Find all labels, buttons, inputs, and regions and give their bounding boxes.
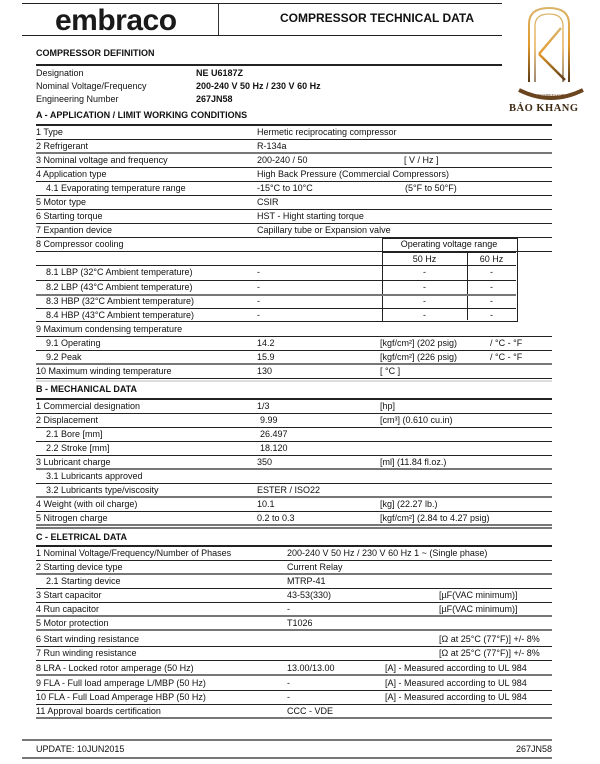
row-label: 1 Nominal Voltage/Frequency/Number of Phases	[36, 548, 232, 558]
value-50hz: -	[423, 267, 426, 277]
row-label: 4.1 Evaporating temperature range	[46, 183, 186, 193]
table-row	[36, 456, 552, 470]
row-value: 10.1	[257, 499, 275, 509]
row-label: 4 Weight (with oil charge)	[36, 499, 138, 509]
row-label: 5 Nitrogen charge	[36, 513, 108, 523]
bao-khang-name: BẢO KHANG	[509, 103, 579, 114]
row-label: 8.1 LBP (32°C Ambient temperature)	[46, 267, 193, 277]
row-label: 8 LRA - Locked rotor amperage (50 Hz)	[36, 663, 194, 673]
table-row	[36, 575, 552, 589]
row-unit: [µF(VAC minimum)]	[439, 590, 518, 600]
table-row	[36, 633, 552, 647]
row-value: -	[257, 310, 260, 320]
engineering-number-value: 267JN58	[196, 94, 233, 104]
table-row	[36, 126, 552, 140]
row-value: 13.00/13.00	[287, 663, 335, 673]
table-row	[36, 512, 552, 526]
row-label: 3.1 Lubricants approved	[46, 471, 143, 481]
row-label: 7 Expantion device	[36, 225, 113, 235]
operating-range-header: Operating voltage range	[400, 239, 498, 249]
table-row	[36, 647, 552, 661]
table-row	[36, 400, 552, 414]
value-60hz: -	[490, 296, 493, 306]
row-value: T1026	[287, 618, 313, 628]
bao-khang-emblem-icon	[505, 2, 597, 114]
row-value: MTRP-41	[287, 576, 326, 586]
row-value: 1/3	[257, 401, 270, 411]
value-60hz: -	[490, 310, 493, 320]
row-value: CSIR	[257, 197, 279, 207]
update-date: UPDATE: 10JUN2015	[36, 744, 125, 754]
table-row	[36, 470, 552, 484]
footer-top-rule	[22, 739, 552, 741]
table-row	[36, 168, 552, 182]
row-value: Hermetic reciprocating compressor	[257, 127, 397, 137]
row-value: 9.99	[260, 415, 278, 425]
row-label: 5 Motor protection	[36, 618, 109, 628]
table-row	[36, 196, 552, 210]
table-row	[36, 428, 552, 442]
table-row	[36, 603, 552, 617]
header-divider	[218, 3, 219, 35]
row-value: CCC - VDE	[287, 706, 334, 716]
table-row	[36, 154, 552, 168]
row-value: 14.2	[257, 338, 275, 348]
footer-engineering-number: 267JN58	[516, 744, 553, 754]
row-label: 3 Lubricant charge	[36, 457, 111, 467]
row-label: 3 Nominal voltage and frequency	[36, 155, 168, 165]
row-rule	[36, 308, 516, 309]
table-row	[36, 617, 552, 631]
table-row	[36, 337, 552, 351]
row-unit: [A] - Measured according to UL 984	[385, 663, 527, 673]
embraco-logo: embraco	[55, 4, 177, 37]
table-row	[36, 498, 552, 512]
value-60hz: -	[490, 282, 493, 292]
row-unit: [cm³] (0.610 cu.in)	[380, 415, 453, 425]
table-row	[36, 365, 552, 379]
row-label: 1 Commercial designation	[36, 401, 141, 411]
nominal-voltage-value: 200-240 V 50 Hz / 230 V 60 Hz	[196, 81, 321, 91]
row-label: 8 Compressor cooling	[36, 239, 124, 249]
table-row	[36, 442, 552, 456]
row-value: 130	[257, 366, 273, 376]
table-row	[36, 705, 552, 719]
section-a-title: A - APPLICATION / LIMIT WORKING CONDITIONS	[36, 110, 248, 120]
row-value: 18.120	[260, 443, 288, 453]
row-label: 4 Run capacitor	[36, 604, 100, 614]
row-rule	[36, 321, 382, 322]
row-label: 2.1 Bore [mm]	[46, 429, 103, 439]
engineering-number-label: Engineering Number	[36, 94, 119, 104]
row-unit: [µF(VAC minimum)]	[439, 604, 518, 614]
row-label: 8.3 HBP (32°C Ambient temperature)	[46, 296, 195, 306]
table-row	[36, 547, 552, 561]
row-label: 7 Run winding resistance	[36, 648, 137, 658]
subtable-header-rule	[382, 252, 516, 253]
row-value: 15.9	[257, 352, 275, 362]
row-value: Capillary tube or Expansion valve	[257, 225, 391, 235]
section-separator	[36, 380, 552, 382]
row-value: 43-53(330)	[287, 590, 332, 600]
row-label: 5 Motor type	[36, 197, 87, 207]
row-value: HST - Hight starting torque	[257, 211, 364, 221]
row-label: 10 Maximum winding temperature	[36, 366, 172, 376]
row-label: 2 Refrigerant	[36, 141, 89, 151]
row-rule	[36, 280, 516, 281]
row-unit: [kgf/cm²] (226 psig)	[380, 352, 458, 362]
row-label: 10 FLA - Full Load Amperage HBP (50 Hz)	[36, 692, 206, 702]
table-row	[36, 414, 552, 428]
row-value: Current Relay	[287, 562, 343, 572]
section-b-title: B - MECHANICAL DATA	[36, 384, 137, 394]
row-value: -	[257, 267, 260, 277]
table-row	[36, 589, 552, 603]
row-label: 8.4 HBP (43°C Ambient temperature)	[46, 310, 195, 320]
designation-label: Designation	[36, 68, 84, 78]
page-title: COMPRESSOR TECHNICAL DATA	[280, 11, 475, 25]
row-value: 0.2 to 0.3	[257, 513, 295, 523]
row-value: -	[257, 282, 260, 292]
value-60hz: -	[490, 267, 493, 277]
table-row	[36, 561, 552, 575]
row-label: 2.2 Stroke [mm]	[46, 443, 110, 453]
row-label: 2 Displacement	[36, 415, 99, 425]
row-unit-secondary: / °C - °F	[490, 338, 523, 348]
row-unit: [ V / Hz ]	[404, 155, 439, 165]
row-label: 3.2 Lubricants type/viscosity	[46, 485, 159, 495]
row-label: 11 Approval boards certification	[36, 706, 161, 716]
table-row	[36, 182, 552, 196]
bao-khang-logo	[505, 2, 597, 114]
row-label: 2.1 Starting device	[46, 576, 121, 586]
row-value: ESTER / ISO22	[257, 485, 321, 495]
row-rule	[36, 265, 516, 266]
col-50hz: 50 Hz	[412, 254, 437, 264]
row-value: -15°C to 10°C	[257, 183, 313, 193]
nominal-voltage-label: Nominal Voltage/Frequency	[36, 81, 147, 91]
row-value: -	[287, 678, 290, 688]
row-unit-secondary: / °C - °F	[490, 352, 523, 362]
table-row	[36, 484, 552, 498]
value-50hz: -	[423, 282, 426, 292]
table-row	[36, 140, 552, 154]
row-value: 200-240 V 50 Hz / 230 V 60 Hz 1 ~ (Single phase)	[287, 548, 488, 558]
table-row	[36, 210, 552, 224]
row-unit: [kgf/cm²] (2.84 to 4.27 psig)	[380, 513, 490, 523]
row-label: 8.2 LBP (43°C Ambient temperature)	[46, 282, 193, 292]
designation-value: NE U6187Z	[196, 68, 244, 78]
row-label: 2 Starting device type	[36, 562, 123, 572]
row-unit: [ml] (11.84 fl.oz.)	[380, 457, 447, 467]
row-unit: [Ω at 25°C (77°F)] +/- 8%	[439, 634, 540, 644]
row-label: 4 Application type	[36, 169, 107, 179]
section-c-title: C - ELETRICAL DATA	[36, 532, 127, 542]
row-value: -	[257, 296, 260, 306]
row-label: 6 Start winding resistance	[36, 634, 140, 644]
table-row	[36, 662, 552, 676]
row-value: High Back Pressure (Commercial Compressors)	[257, 169, 450, 179]
row-label: 6 Starting torque	[36, 211, 103, 221]
row-unit: [A] - Measured according to UL 984	[385, 692, 527, 702]
header-bottom-rule	[22, 35, 502, 36]
row-label: 1 Type	[36, 127, 63, 137]
row-value: 350	[257, 457, 273, 467]
row-unit: [kgf/cm²] (202 psig)	[380, 338, 458, 348]
row-unit: [A] - Measured according to UL 984	[385, 678, 527, 688]
row-label: 9 Maximum condensing temperature	[36, 324, 183, 334]
definition-title: COMPRESSOR DEFINITION	[36, 48, 155, 58]
row-unit: [hp]	[380, 401, 396, 411]
row-value: 200-240 / 50	[257, 155, 308, 165]
row-label: 3 Start capacitor	[36, 590, 102, 600]
definition-rule	[36, 64, 502, 66]
svg-text:COMPRESSOR: COMPRESSOR	[537, 93, 565, 98]
value-50hz: -	[423, 296, 426, 306]
row-unit: [Ω at 25°C (77°F)] +/- 8%	[439, 648, 540, 658]
row-unit: [kg] (22.27 lb.)	[380, 499, 438, 509]
row-label: 9 FLA - Full load amperage L/MBP (50 Hz)	[36, 678, 206, 688]
row-unit: [ °C ]	[380, 366, 401, 376]
row-value: 26.497	[260, 429, 288, 439]
table-row	[36, 691, 552, 705]
row-label: 9.2 Peak	[46, 352, 82, 362]
row-value: -	[287, 604, 290, 614]
table-row	[36, 323, 552, 337]
table-row	[36, 351, 552, 365]
value-50hz: -	[423, 310, 426, 320]
row-label: 9.1 Operating	[46, 338, 101, 348]
footer-bottom-rule	[22, 757, 552, 759]
table-row	[36, 677, 552, 691]
table-row	[36, 224, 552, 238]
col-60hz: 60 Hz	[479, 254, 504, 264]
row-value: -	[287, 692, 290, 702]
section-separator	[36, 527, 552, 529]
row-unit: (5°F to 50°F)	[405, 183, 457, 193]
row-value: R-134a	[257, 141, 287, 151]
